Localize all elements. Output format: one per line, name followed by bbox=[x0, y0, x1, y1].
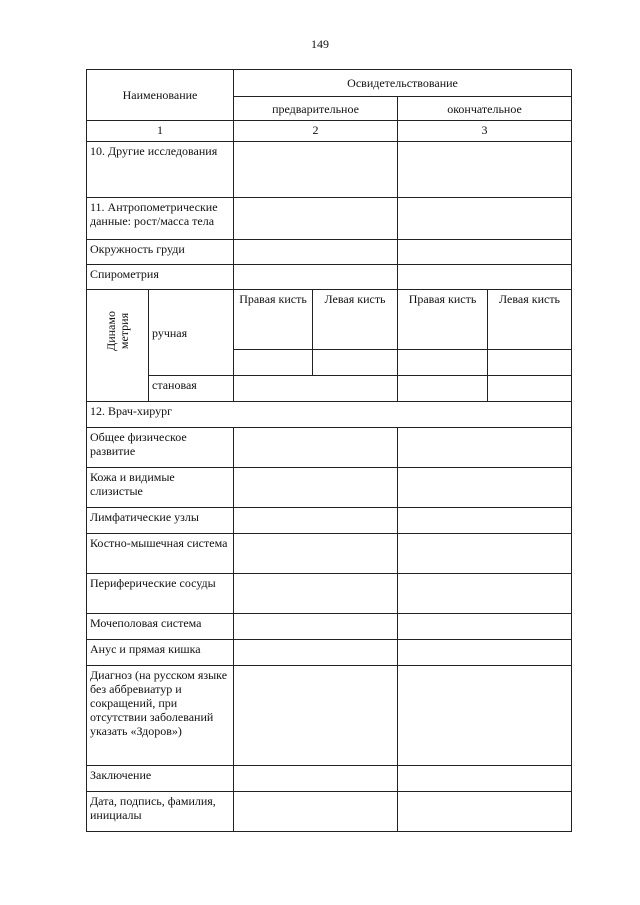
header-final: окончательное bbox=[398, 97, 572, 121]
final-left-hand: Левая кисть bbox=[488, 290, 572, 350]
cell-musculo-prelim[interactable] bbox=[234, 534, 398, 574]
cell-anus-prelim[interactable] bbox=[234, 640, 398, 666]
cell-vessels-prelim[interactable] bbox=[234, 574, 398, 614]
prelim-right-hand: Правая кисть bbox=[234, 290, 313, 350]
col-num-1: 1 bbox=[87, 121, 234, 142]
cell-chest-prelim[interactable] bbox=[234, 240, 398, 265]
cell-other-tests-prelim[interactable] bbox=[234, 142, 398, 198]
section-surgeon: 12. Врач-хирург bbox=[87, 402, 572, 428]
cell-other-tests-final[interactable] bbox=[398, 142, 572, 198]
col-num-2: 2 bbox=[234, 121, 398, 142]
cell-final-left-value[interactable] bbox=[488, 350, 572, 376]
cell-standing-prelim[interactable] bbox=[234, 376, 398, 402]
cell-prelim-left-value[interactable] bbox=[313, 350, 398, 376]
cell-musculo-final[interactable] bbox=[398, 534, 572, 574]
cell-diagnosis-final[interactable] bbox=[398, 666, 572, 766]
cell-anthropometry-prelim[interactable] bbox=[234, 198, 398, 240]
cell-signature-prelim[interactable] bbox=[234, 792, 398, 832]
cell-anus-final[interactable] bbox=[398, 640, 572, 666]
cell-urogenital-prelim[interactable] bbox=[234, 614, 398, 640]
cell-standing-final-left[interactable] bbox=[488, 376, 572, 402]
cell-spirometry-prelim[interactable] bbox=[234, 265, 398, 290]
cell-vessels-final[interactable] bbox=[398, 574, 572, 614]
row-skin: Кожа и видимые слизистые bbox=[87, 468, 234, 508]
cell-final-right-value[interactable] bbox=[398, 350, 488, 376]
cell-anthropometry-final[interactable] bbox=[398, 198, 572, 240]
row-conclusion: Заключение bbox=[87, 766, 234, 792]
cell-conclusion-prelim[interactable] bbox=[234, 766, 398, 792]
row-lymph-nodes: Лимфатические узлы bbox=[87, 508, 234, 534]
cell-lymph-final[interactable] bbox=[398, 508, 572, 534]
header-name: Наименование bbox=[87, 70, 234, 121]
cell-skin-final[interactable] bbox=[398, 468, 572, 508]
cell-conclusion-final[interactable] bbox=[398, 766, 572, 792]
examination-table bbox=[86, 69, 572, 832]
cell-physical-final[interactable] bbox=[398, 428, 572, 468]
row-anthropometry: 11. Антропометрические данные: рост/масса тела bbox=[87, 198, 234, 240]
row-physical-development: Общее физическое развитие bbox=[87, 428, 234, 468]
row-manual: ручная bbox=[149, 290, 234, 376]
row-chest: Окружность груди bbox=[87, 240, 234, 265]
row-anus-rectum: Анус и прямая кишка bbox=[87, 640, 234, 666]
row-urogenital: Мочеполовая система bbox=[87, 614, 234, 640]
cell-signature-final[interactable] bbox=[398, 792, 572, 832]
final-right-hand: Правая кисть bbox=[398, 290, 488, 350]
cell-spirometry-final[interactable] bbox=[398, 265, 572, 290]
row-spirometry: Спирометрия bbox=[87, 265, 234, 290]
page-number: 149 bbox=[311, 37, 329, 51]
cell-physical-prelim[interactable] bbox=[234, 428, 398, 468]
cell-chest-final[interactable] bbox=[398, 240, 572, 265]
dynamometry-label: Динамо метрия bbox=[87, 290, 149, 402]
header-examination: Освидетельствование bbox=[234, 70, 572, 97]
cell-skin-prelim[interactable] bbox=[234, 468, 398, 508]
cell-diagnosis-prelim[interactable] bbox=[234, 666, 398, 766]
cell-prelim-right-value[interactable] bbox=[234, 350, 313, 376]
col-num-3: 3 bbox=[398, 121, 572, 142]
row-peripheral-vessels: Периферические сосуды bbox=[87, 574, 234, 614]
header-preliminary: предварительное bbox=[234, 97, 398, 121]
row-other-tests: 10. Другие исследования bbox=[87, 142, 234, 198]
cell-lymph-prelim[interactable] bbox=[234, 508, 398, 534]
row-diagnosis: Диагноз (на русском языке без аббревиатур и сокращений, при отсутствии заболеваний указать «Здоров») bbox=[87, 666, 234, 766]
row-signature: Дата, подпись, фамилия, инициалы bbox=[87, 792, 234, 832]
prelim-left-hand: Левая кисть bbox=[313, 290, 398, 350]
cell-urogenital-final[interactable] bbox=[398, 614, 572, 640]
row-standing: становая bbox=[149, 376, 234, 402]
cell-standing-final-right[interactable] bbox=[398, 376, 488, 402]
row-musculoskeletal: Костно-мышечная система bbox=[87, 534, 234, 574]
